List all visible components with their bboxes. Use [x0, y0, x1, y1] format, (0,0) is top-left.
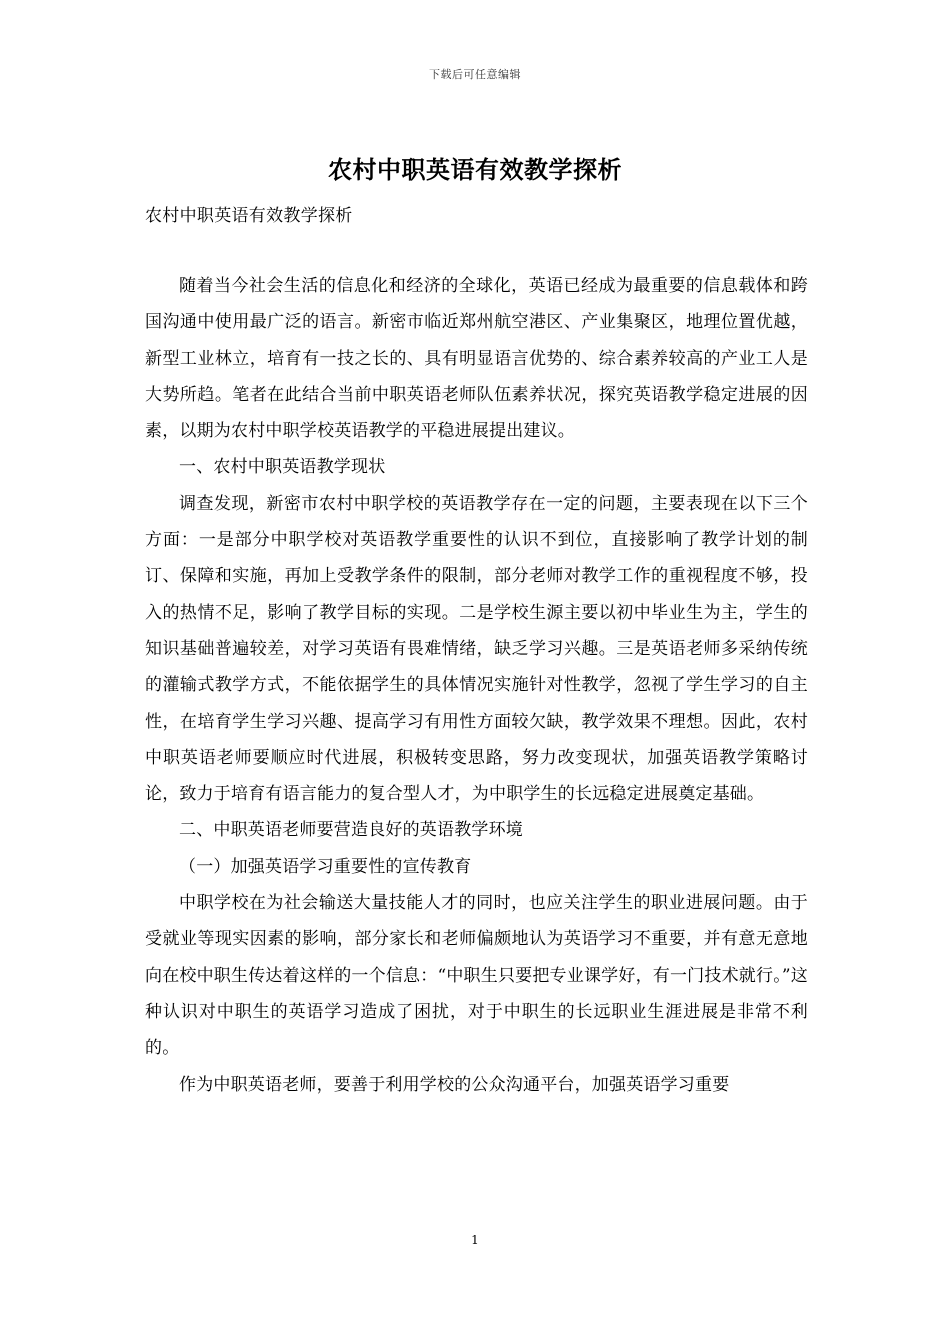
section-heading-2: 二、中职英语老师要营造良好的英语教学环境	[179, 820, 523, 841]
article-body	[145, 268, 808, 1103]
paragraph-status: 调查发现，新密市农村中职学校的英语教学存在一定的问题，主要表现在以下三个方面：一是部分中职学校对英语教学重要性的认识不到位，直接影响了教学计划的制订、保障和实施，再加上受教学条件的限制，部分老师对教学工作的重视程度不够，投入的热情不足，影响了教学目标的实现。二是学校生源主要以初中毕业生为主，学生的知识基础普遍较差，对学习英语有畏难情绪，缺乏学习兴趣。三是英语老师多采纳传统的灌输式教学方式，不能依据学生的具体情况实施针对性教学，忽视了学生学习的自主性，在培育学生学习兴趣、提高学习有用性方面较欠缺，教学效果不理想。因此，农村中职英语老师要顺应时代进展，积极转变思路，努力改变现状，加强英语教学策略讨论，致力于培育有语言能力的复合型人才，为中职学生的长远稳定进展奠定基础。	[145, 493, 808, 805]
subsection-heading-1: （一）加强英语学习重要性的宣传教育	[179, 856, 472, 877]
paragraph-intro: 随着当今社会生活的信息化和经济的全球化，英语已经成为最重要的信息载体和跨国沟通中使用最广泛的语言。新密市临近郑州航空港区、产业集聚区，地理位置优越，新型工业林立，培育有一技之长的、具有明显语言优势的、综合素养较高的产业工人是大势所趋。笔者在此结合当前中职英语老师队伍素养状况，探究英语教学稳定进展的因素，以期为农村中职学校英语教学的平稳进展提出建议。	[145, 276, 808, 442]
subtitle: 农村中职英语有效教学探析	[145, 206, 353, 226]
paragraph-importance: 中职学校在为社会输送大量技能人才的同时，也应关注学生的职业进展问题。由于受就业等现实因素的影响，部分家长和老师偏颇地认为英语学习不重要，并有意无意地向在校中职生传达着这样的一个信息：“中职生只要把专业课学好，有一门技术就行。”这种认识对中职生的英语学习造成了困扰，对于中职生的长远职业生涯进展是非常不利的。	[145, 893, 808, 1059]
header-note: 下载后可任意编辑	[429, 68, 521, 81]
page-title: 农村中职英语有效教学探析	[328, 155, 622, 184]
section-heading-1: 一、农村中职英语教学现状	[179, 457, 386, 478]
paragraph-teacher-role: 作为中职英语老师，要善于利用学校的公众沟通平台，加强英语学习重要	[179, 1074, 730, 1095]
page-number: 1	[471, 1233, 479, 1247]
